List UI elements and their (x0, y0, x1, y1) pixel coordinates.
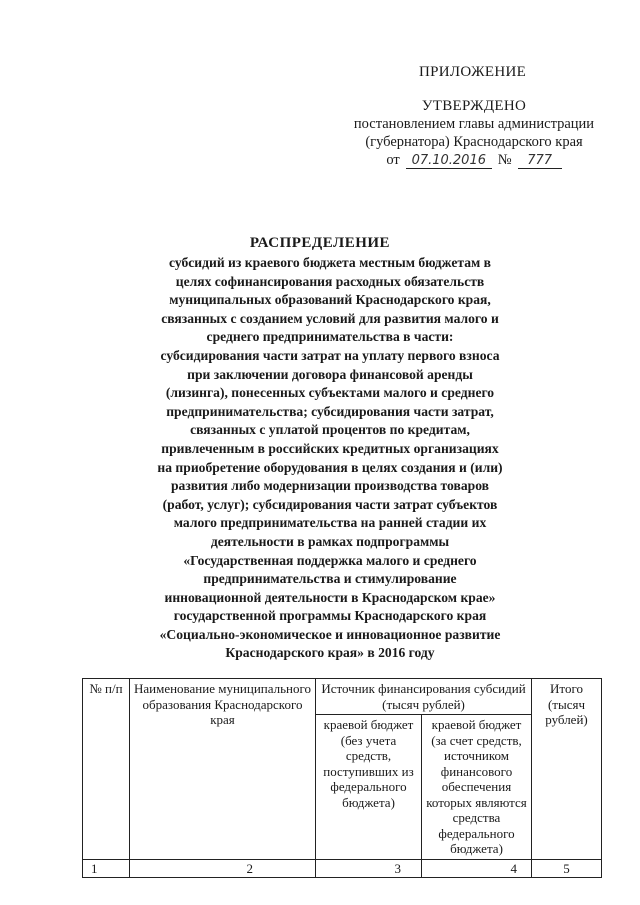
subtitle-line: субсидий из краевого бюджета местным бюджетам в (168, 255, 491, 270)
appendix-label: ПРИЛОЖЕНИЕ (419, 64, 527, 80)
header-total: Итого (тысяч рублей) (532, 679, 602, 860)
distribution-table (82, 678, 602, 878)
approved-by-line-1: постановлением главы администрации (353, 116, 595, 132)
subtitle-line: (лизинга), понесенных субъектами малого и среднего (165, 385, 495, 401)
subtitle-line: муниципальных образований Краснодарского края, (169, 292, 491, 308)
subtitle-line: целях софинансирования расходных обязательств (175, 273, 485, 289)
subtitle-line: развития либо модернизации производства товаров (170, 478, 490, 494)
subtitle-line: государственной программы Краснодарского края (173, 608, 487, 624)
subtitle-line: предпринимательства; субсидирования части затрат, (166, 403, 494, 419)
subtitle-line: связанных с созданием условий для развития малого и (161, 310, 499, 326)
column-number-cell: 2 (130, 859, 316, 878)
subtitle-line: на приобретение оборудования в целях создания и (или) (157, 459, 503, 475)
subtitle-line: связанных с уплатой процентов по кредитам, (190, 422, 470, 438)
column-number-cell: 5 (532, 859, 602, 878)
handwritten-date: 07.10.2016 (406, 154, 492, 169)
header-regional-budget-own: краевой бюджет (без учета средств, поступивших из федерального бюджета) (316, 715, 422, 860)
subtitle-line: инновационной деятельности в Краснодарском крае» (164, 589, 496, 605)
number-prefix: № (497, 152, 512, 168)
approved-by-line-2: (губернатора) Краснодарского края (365, 134, 583, 150)
approval-block (344, 97, 604, 169)
subtitle-line: субсидирования части затрат на уплату первого взноса (160, 347, 500, 363)
subtitle-line: деятельности в рамках подпрограммы (210, 533, 450, 549)
document-subtitle (140, 254, 520, 663)
subtitle-line: привлеченным в российских кредитных организациях (161, 440, 499, 456)
subtitle-line: Краснодарского края» в 2016 году (225, 645, 435, 661)
subtitle-line: (работ, услуг); субсидирования части затрат субъектов (162, 496, 498, 512)
date-prefix: от (386, 152, 400, 168)
column-number-cell: 1 (83, 859, 130, 878)
subtitle-line: при заключении договора финансовой аренды (187, 366, 473, 382)
subtitle-line: «Государственная поддержка малого и среднего (183, 552, 477, 568)
date-number-line (344, 151, 604, 169)
header-funding-source: Источник финансирования субсидий (тысяч рублей) (316, 679, 532, 715)
header-municipality: Наименование муниципального образования Краснодарского края (130, 679, 316, 860)
subtitle-line: малого предпринимательства на ранней стадии их (173, 515, 487, 531)
subtitle-line: предпринимательства и стимулирование (203, 571, 457, 587)
document-title: РАСПРЕДЕЛЕНИЕ (249, 235, 391, 251)
column-number-cell: 4 (422, 859, 532, 878)
approved-label: УТВЕРЖДЕНО (421, 98, 527, 114)
table-column-numbers-row (83, 859, 602, 878)
table-header-row (83, 679, 602, 715)
subtitle-line: «Социально-экономическое и инновационное развитие (159, 626, 501, 642)
handwritten-number: 777 (518, 154, 562, 169)
header-number: № п/п (83, 679, 130, 860)
subtitle-line: среднего предпринимательства в части: (206, 329, 454, 345)
column-number-cell: 3 (316, 859, 422, 878)
header-regional-budget-federal: краевой бюджет (за счет средств, источником финансового обеспечения которых являются средства федерального бюджета) (422, 715, 532, 860)
